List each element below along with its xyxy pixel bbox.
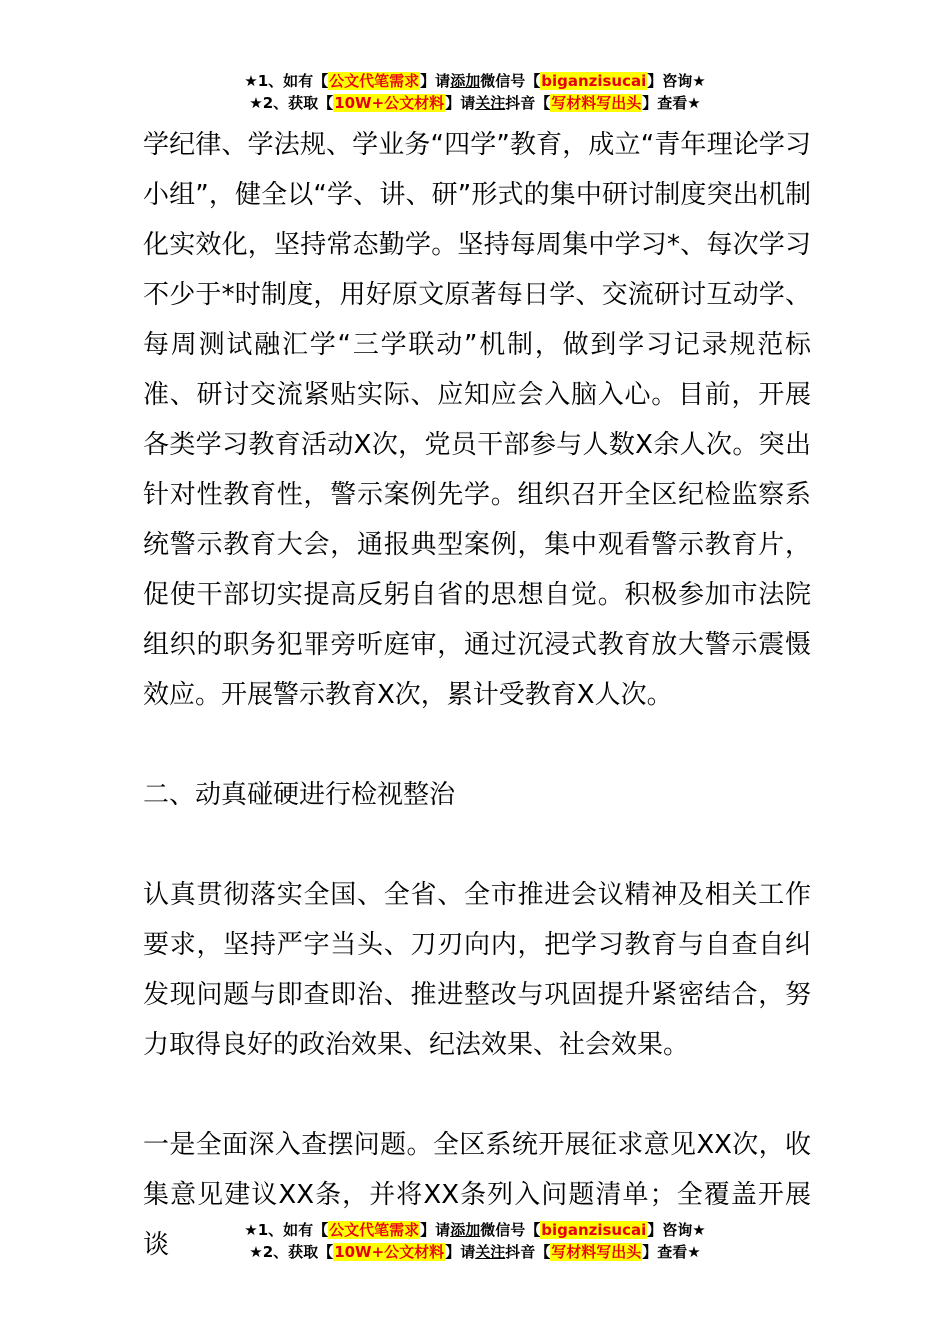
section-heading-2: 二、动真碰硬进行检视整治	[143, 780, 456, 810]
paragraph-gap	[143, 1070, 811, 1120]
banner-highlight-douyin: 写材料写出头	[551, 1243, 642, 1261]
paragraph-gap	[143, 720, 811, 770]
banner-highlight-materials: 10W+公文材料	[334, 94, 445, 112]
header-banner	[0, 70, 950, 114]
banner-highlight-service: 公文代笔需求	[329, 1221, 420, 1239]
footer-banner	[0, 1219, 950, 1263]
banner-line-1: ★1、如有【公文代笔需求】请添加微信号【biganzisucai】咨询★	[244, 72, 706, 90]
banner-line-2: ★2、获取【10W+公文材料】请关注抖音【写材料写出头】查看★	[249, 94, 701, 112]
banner-line-1: ★1、如有【公文代笔需求】请添加微信号【biganzisucai】咨询★	[244, 1221, 706, 1239]
paragraph-inspection: 认真贯彻落实全国、全省、全市推进会议精神及相关工作要求，坚持严字当头、刀刃向内，把学习教育与自查自纠发现问题与即查即治、推进整改与巩固提升紧密结合，努力取得良好的政治效果、纪法效果、社会效果。	[143, 880, 811, 1060]
paragraph-problems: 一是全面深入查摆问题。全区系统开展征求意见XX次，收集意见建议XX条，并将XX条列入问题清单；全覆盖开展谈	[143, 1130, 811, 1260]
paragraph-gap	[143, 820, 811, 870]
paragraph-study-education: 学纪律、学法规、学业务“四学”教育，成立“青年理论学习小组”，健全以“学、讲、研”形式的集中研讨制度突出机制化实效化，坚持常态勤学。坚持每周集中学习*、每次学习不少于*时制度，用好原文原著每日学、交流研讨互动学、每周测试融汇学“三学联动”机制，做到学习记录规范标准、研讨交流紧贴实际、应知应会入脑入心。目前，开展各类学习教育活动X次，党员干部参与人数X余人次。突出针对性教育性，警示案例先学。组织召开全区纪检监察系统警示教育大会，通报典型案例，集中观看警示教育片，促使干部切实提高反躬自省的思想自觉。积极参加市法院组织的职务犯罪旁听庭审，通过沉浸式教育放大警示震慑效应。开展警示教育X次，累计受教育X人次。	[143, 130, 811, 710]
banner-highlight-wechat-id: biganzisucai	[541, 1221, 647, 1239]
banner-line-2: ★2、获取【10W+公文材料】请关注抖音【写材料写出头】查看★	[249, 1243, 701, 1261]
banner-highlight-wechat-id: biganzisucai	[541, 72, 647, 90]
document-body	[143, 120, 811, 1270]
banner-highlight-douyin: 写材料写出头	[551, 94, 642, 112]
banner-highlight-materials: 10W+公文材料	[334, 1243, 445, 1261]
banner-highlight-service: 公文代笔需求	[329, 72, 420, 90]
